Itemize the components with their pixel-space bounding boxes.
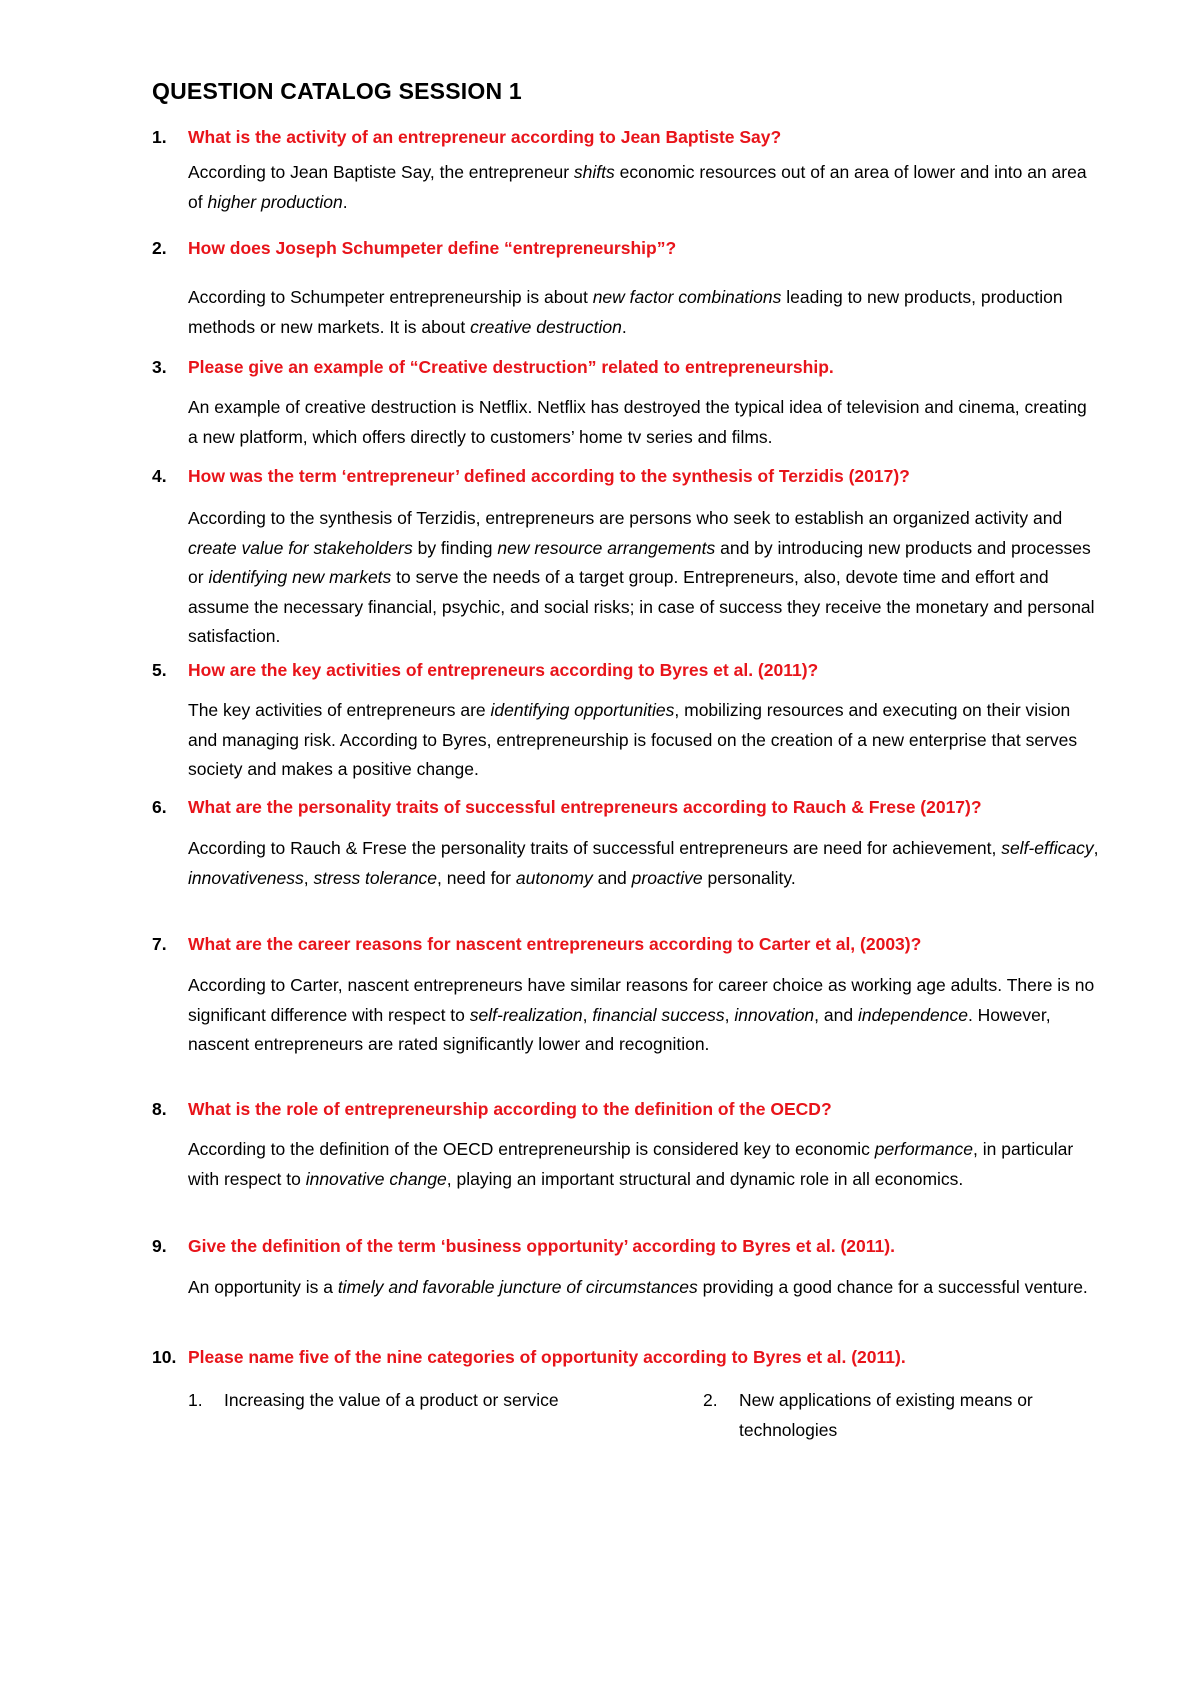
answer-8: According to the definition of the OECD entrepreneurship is considered key to economic performance, in particular with respect to innovative change, playing an important structural and dynamic role in all economics. bbox=[188, 1139, 1074, 1189]
category-number: 2. bbox=[703, 1390, 718, 1410]
question-text: What are the career reasons for nascent entrepreneurs according to Carter et al, (2003)? bbox=[188, 934, 922, 954]
category-text: New applications of existing means or technologies bbox=[739, 1390, 1033, 1440]
question-10 bbox=[152, 1347, 906, 1368]
question-number: 2. bbox=[152, 238, 167, 258]
question-number: 3. bbox=[152, 357, 167, 377]
question-text: What is the role of entrepreneurship according to the definition of the OECD? bbox=[188, 1099, 832, 1119]
answer-2: According to Schumpeter entrepreneurship is about new factor combinations leading to new products, production methods or new markets. It is about creative destruction. bbox=[188, 287, 1063, 337]
question-number: 4. bbox=[152, 466, 167, 486]
question-number: 10. bbox=[152, 1347, 177, 1367]
answer-3: An example of creative destruction is Netflix. Netflix has destroyed the typical idea of television and cinema, creating a new platform, which offers directly to customers’ home tv series and films. bbox=[188, 397, 1087, 447]
category-number: 1. bbox=[188, 1390, 203, 1410]
question-text: How was the term ‘entrepreneur’ defined according to the synthesis of Terzidis (2017)? bbox=[188, 466, 910, 486]
question-number: 7. bbox=[152, 934, 167, 954]
answer-9: An opportunity is a timely and favorable juncture of circumstances providing a good chance for a successful venture. bbox=[188, 1277, 1088, 1297]
question-text: What are the personality traits of successful entrepreneurs according to Rauch & Frese (2017)? bbox=[188, 797, 982, 817]
answer-7: According to Carter, nascent entrepreneurs have similar reasons for career choice as working age adults. There is no significant difference with respect to self-realization, financial success, innovation, and independence. However, nascent entrepreneurs are rated significantly lower and recognition. bbox=[188, 975, 1095, 1054]
question-text: Please name five of the nine categories of opportunity according to Byres et al. (2011). bbox=[188, 1347, 906, 1367]
page-title: QUESTION CATALOG SESSION 1 bbox=[152, 78, 522, 104]
question-2 bbox=[152, 238, 676, 259]
answer-6: According to Rauch & Frese the personality traits of successful entrepreneurs are need for achievement, self-efficacy, innovativeness, stress tolerance, need for autonomy and proactive personality. bbox=[188, 838, 1099, 888]
question-text: What is the activity of an entrepreneur according to Jean Baptiste Say? bbox=[188, 127, 782, 147]
question-8 bbox=[152, 1099, 832, 1120]
question-6 bbox=[152, 797, 982, 818]
question-number: 5. bbox=[152, 660, 167, 680]
question-7 bbox=[152, 934, 921, 955]
question-number: 1. bbox=[152, 127, 167, 147]
question-4 bbox=[152, 466, 910, 487]
question-number: 6. bbox=[152, 797, 167, 817]
question-3 bbox=[152, 357, 834, 378]
answer-4: According to the synthesis of Terzidis, entrepreneurs are persons who seek to establish an organized activity and create value for stakeholders by finding new resource arrangements and by introducing new products and processes or identifying new markets to serve the needs of a target group. Entrepreneurs, also, devote time and effort and assume the necessary financial, psychic, and social risks; in case of success they receive the monetary and personal satisfaction. bbox=[188, 508, 1095, 646]
question-text: How does Joseph Schumpeter define “entrepreneurship”? bbox=[188, 238, 677, 258]
answer-5: The key activities of entrepreneurs are identifying opportunities, mobilizing resources and executing on their vision and managing risk. According to Byres, entrepreneurship is focused on the creation of a new enterprise that serves society and makes a positive change. bbox=[188, 700, 1078, 779]
question-number: 8. bbox=[152, 1099, 167, 1119]
question-9 bbox=[152, 1236, 895, 1257]
question-text: Please give an example of “Creative destruction” related to entrepreneurship. bbox=[188, 357, 834, 377]
question-text: Give the definition of the term ‘business opportunity’ according to Byres et al. (2011). bbox=[188, 1236, 895, 1256]
question-1 bbox=[152, 127, 781, 148]
question-number: 9. bbox=[152, 1236, 167, 1256]
answer-1: According to Jean Baptiste Say, the entrepreneur shifts economic resources out of an area of lower and into an area of higher production. bbox=[188, 162, 1087, 212]
category-item bbox=[188, 1386, 564, 1416]
category-text: Increasing the value of a product or service bbox=[224, 1390, 559, 1410]
category-item bbox=[703, 1386, 1079, 1445]
question-5 bbox=[152, 660, 818, 681]
question-text: How are the key activities of entrepreneurs according to Byres et al. (2011)? bbox=[188, 660, 819, 680]
